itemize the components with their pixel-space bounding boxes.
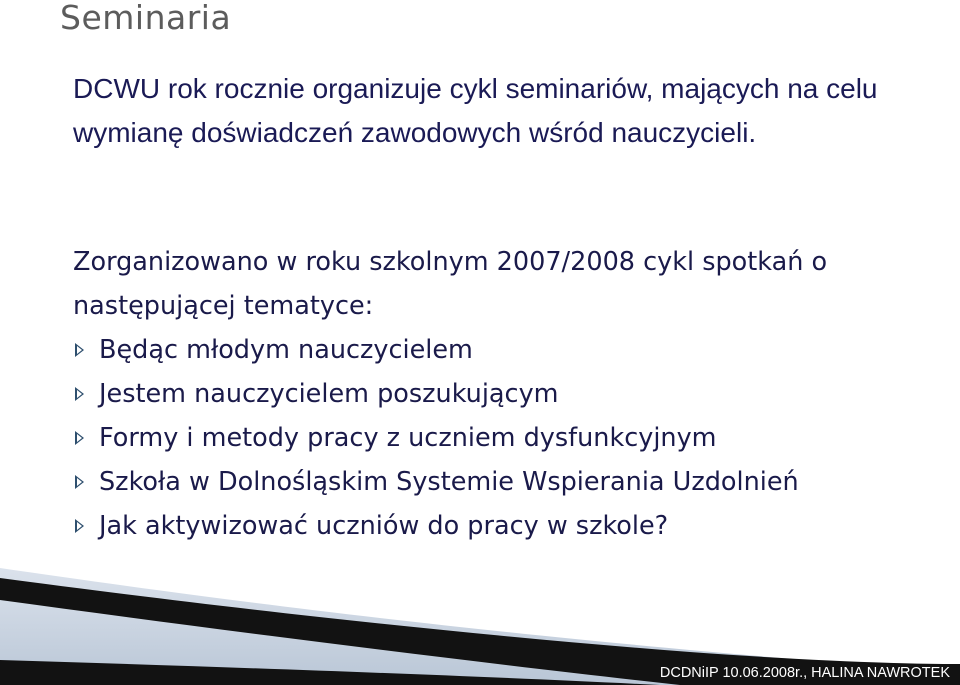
topic-text: Będąc młodym nauczycielem bbox=[99, 335, 473, 365]
lead-paragraph: Zorganizowano w roku szkolnym 2007/2008 cykl spotkań o następującej tematyce: bbox=[73, 247, 828, 321]
topic-text: Szkoła w Dolnośląskim Systemie Wspierania Uzdolnień bbox=[99, 467, 799, 497]
topic-text: Formy i metody pracy z uczniem dysfunkcyjnym bbox=[99, 423, 717, 453]
slide-title: Seminaria bbox=[60, 0, 232, 37]
intro-paragraph: DCWU rok rocznie organizuje cykl seminariów, mających na celu wymianę doświadczeń zawodowych wśród nauczycieli. bbox=[73, 73, 878, 148]
topic-text: Jak aktywizować uczniów do pracy w szkole? bbox=[99, 511, 669, 541]
footer-text: DCDNiIP 10.06.2008r., HALINA NAWROTEK bbox=[659, 665, 950, 681]
topic-text: Jestem nauczycielem poszukującym bbox=[99, 379, 559, 409]
